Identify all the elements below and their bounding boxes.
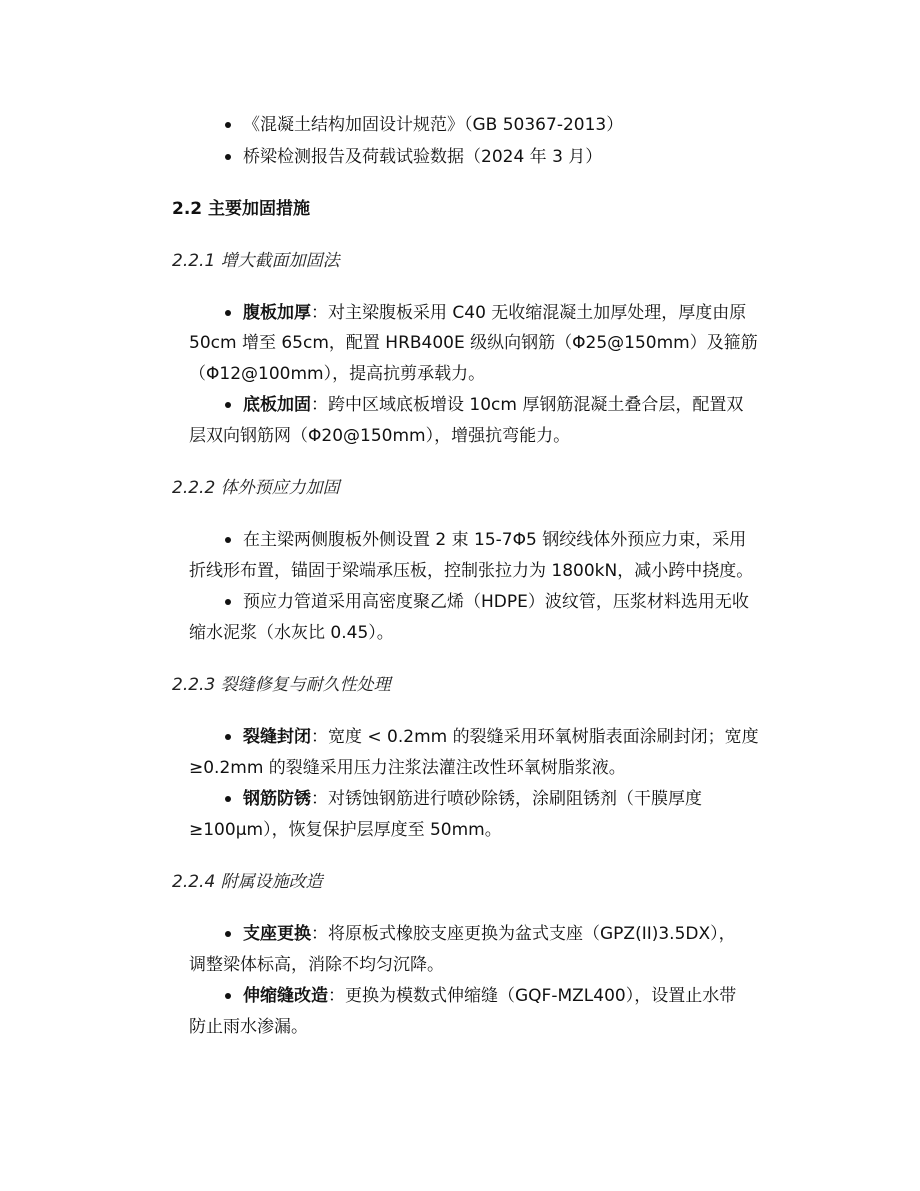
bullet-icon xyxy=(225,402,231,408)
bullet-icon xyxy=(225,122,231,128)
bullet-icon xyxy=(225,310,231,316)
list-item-term: 伸缩缝改造 xyxy=(243,986,328,1006)
bullet-icon xyxy=(225,599,231,605)
subsection-heading: 2.2.2 体外预应力加固 xyxy=(172,478,340,498)
list-item-line: 腹板加厚：对主梁腹板采用 C40 无收缩混凝土加厚处理，厚度由原 xyxy=(243,303,747,323)
list-item-line: 缩水泥浆（水灰比 0.45）。 xyxy=(189,623,394,643)
section-heading: 2.2 主要加固措施 xyxy=(172,199,311,219)
subsection-heading: 2.2.3 裂缝修复与耐久性处理 xyxy=(172,675,391,695)
list-item-line: 折线形布置，锚固于梁端承压板，控制张拉力为 1800kN，减小跨中挠度。 xyxy=(189,561,754,581)
bullet-icon xyxy=(225,537,231,543)
list-item-line: （Φ12@100mm），提高抗剪承载力。 xyxy=(189,364,486,384)
bullet-icon xyxy=(225,931,231,937)
list-item-line: 底板加固：跨中区域底板增设 10cm 厚钢筋混凝土叠合层，配置双 xyxy=(243,395,744,415)
bullet-icon xyxy=(225,734,231,740)
list-item-term: 支座更换 xyxy=(243,924,311,944)
subsection-heading: 2.2.4 附属设施改造 xyxy=(172,872,323,892)
list-item-line: 在主梁两侧腹板外侧设置 2 束 15-7Φ5 钢绞线体外预应力束，采用 xyxy=(243,530,747,550)
list-item-term: 腹板加厚 xyxy=(243,303,311,323)
reference-text: 桥梁检测报告及荷载试验数据（2024 年 3 月） xyxy=(243,147,603,167)
list-item-line: 防止雨水渗漏。 xyxy=(189,1017,308,1037)
bullet-icon xyxy=(225,154,231,160)
list-item-term: 裂缝封闭 xyxy=(243,727,311,747)
list-item-line: ≥100μm），恢复保护层厚度至 50mm。 xyxy=(189,820,502,840)
bullet-icon xyxy=(225,796,231,802)
list-item-line: 钢筋防锈：对锈蚀钢筋进行喷砂除锈，涂刷阻锈剂（干膜厚度 xyxy=(243,789,702,809)
list-item-line: 支座更换：将原板式橡胶支座更换为盆式支座（GPZ(II)3.5DX）， xyxy=(243,924,736,944)
list-item-term: 钢筋防锈 xyxy=(243,789,311,809)
bullet-icon xyxy=(225,993,231,999)
list-item-line: 层双向钢筋网（Φ20@150mm），增强抗弯能力。 xyxy=(189,426,571,446)
list-item-term: 底板加固 xyxy=(243,395,311,415)
list-item-line: 50cm 增至 65cm，配置 HRB400E 级纵向钢筋（Φ25@150mm）及箍筋 xyxy=(189,333,758,353)
list-item-line: 伸缩缝改造：更换为模数式伸缩缝（GQF-MZL400），设置止水带 xyxy=(243,986,737,1006)
list-item-line: 裂缝封闭：宽度 < 0.2mm 的裂缝采用环氧树脂表面涂刷封闭；宽度 xyxy=(243,727,759,747)
list-item-line: 调整梁体标高，消除不均匀沉降。 xyxy=(189,955,444,975)
subsection-heading: 2.2.1 增大截面加固法 xyxy=(172,251,340,271)
list-item-line: 预应力管道采用高密度聚乙烯（HDPE）波纹管，压浆材料选用无收 xyxy=(243,592,749,612)
reference-text: 《混凝土结构加固设计规范》（GB 50367-2013） xyxy=(243,115,624,135)
list-item-line: ≥0.2mm 的裂缝采用压力注浆法灌注改性环氧树脂浆液。 xyxy=(189,758,626,778)
